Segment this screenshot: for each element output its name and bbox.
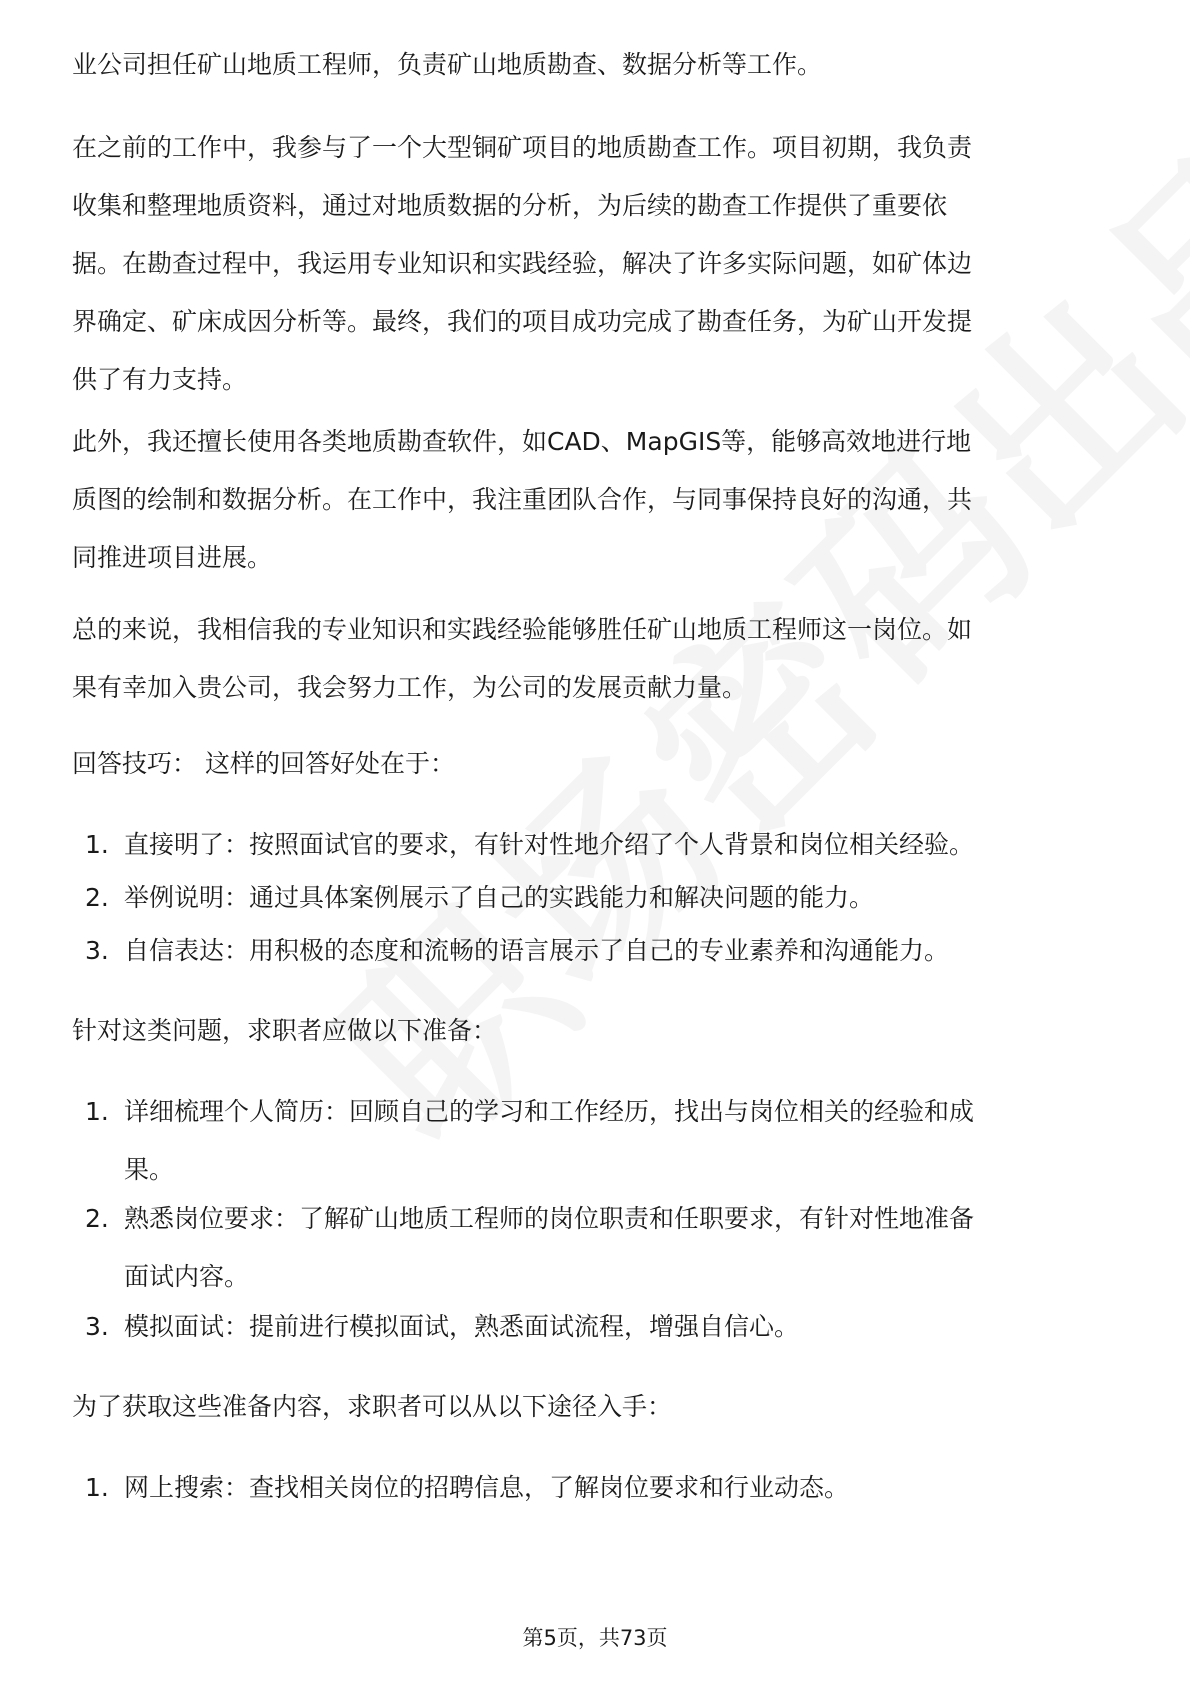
list-number: 1. xyxy=(85,1473,109,1502)
text-line: 业公司担任矿山地质工程师，负责矿山地质勘查、数据分析等工作。 xyxy=(72,50,823,79)
text-line: 据。在勘查过程中，我运用专业知识和实践经验，解决了许多实际问题，如矿体边 xyxy=(72,249,973,278)
list-number: 1. xyxy=(85,1097,109,1126)
text-line: 收集和整理地质资料，通过对地质数据的分析，为后续的勘查工作提供了重要依 xyxy=(72,191,948,220)
text-line: 总的来说，我相信我的专业知识和实践经验能够胜任矿山地质工程师这一岗位。如 xyxy=(72,615,973,644)
text-line: 同推进项目进展。 xyxy=(72,543,273,572)
sources-heading: 为了获取这些准备内容，求职者可以从以下途径入手： xyxy=(72,1392,673,1421)
list-number: 2. xyxy=(85,883,109,912)
software-skills-paragraph xyxy=(72,413,1122,587)
intro-tail-paragraph xyxy=(72,36,1122,94)
list-item-text: 模拟面试：提前进行模拟面试，熟悉面试流程，增强自信心。 xyxy=(124,1312,800,1341)
text-line: 在之前的工作中，我参与了一个大型铜矿项目的地质勘查工作。项目初期，我负责 xyxy=(72,133,973,162)
list-item-text: 自信表达：用积极的态度和流畅的语言展示了自己的专业素养和沟通能力。 xyxy=(124,936,950,965)
list-item-text: 网上搜索：查找相关岗位的招聘信息，了解岗位要求和行业动态。 xyxy=(124,1473,850,1502)
page-footer: 第5页，共73页 xyxy=(522,1626,668,1650)
tips-heading: 回答技巧： 这样的回答好处在于： xyxy=(72,749,455,778)
list-item-text: 直接明了：按照面试官的要求，有针对性地介绍了个人背景和岗位相关经验。 xyxy=(124,830,975,859)
list-number: 3. xyxy=(85,936,109,965)
text-line: 质图的绘制和数据分析。在工作中，我注重团队合作，与同事保持良好的沟通，共 xyxy=(72,485,973,514)
text-line: 此外，我还擅长使用各类地质勘查软件，如CAD、MapGIS等，能够高效地进行地 xyxy=(72,427,972,456)
list-item-text: 详细梳理个人简历：回顾自己的学习和工作经历，找出与岗位相关的经验和成 果。 xyxy=(124,1097,975,1184)
list-number: 2. xyxy=(85,1204,109,1233)
project-experience-paragraph xyxy=(72,119,1122,409)
list-item-text: 举例说明：通过具体案例展示了自己的实践能力和解决问题的能力。 xyxy=(124,883,875,912)
summary-paragraph xyxy=(72,601,1122,717)
prep-heading: 针对这类问题，求职者应做以下准备： xyxy=(72,1016,498,1045)
text-line: 果有幸加入贵公司，我会努力工作，为公司的发展贡献力量。 xyxy=(72,673,748,702)
text-line: 界确定、矿床成因分析等。最终，我们的项目成功完成了勘查任务，为矿山开发提 xyxy=(72,307,973,336)
text-line: 供了有力支持。 xyxy=(72,365,248,394)
list-number: 1. xyxy=(85,830,109,859)
list-item-text: 熟悉岗位要求：了解矿山地质工程师的岗位职责和任职要求，有针对性地准备 面试内容。 xyxy=(124,1204,975,1291)
list-number: 3. xyxy=(85,1312,109,1341)
